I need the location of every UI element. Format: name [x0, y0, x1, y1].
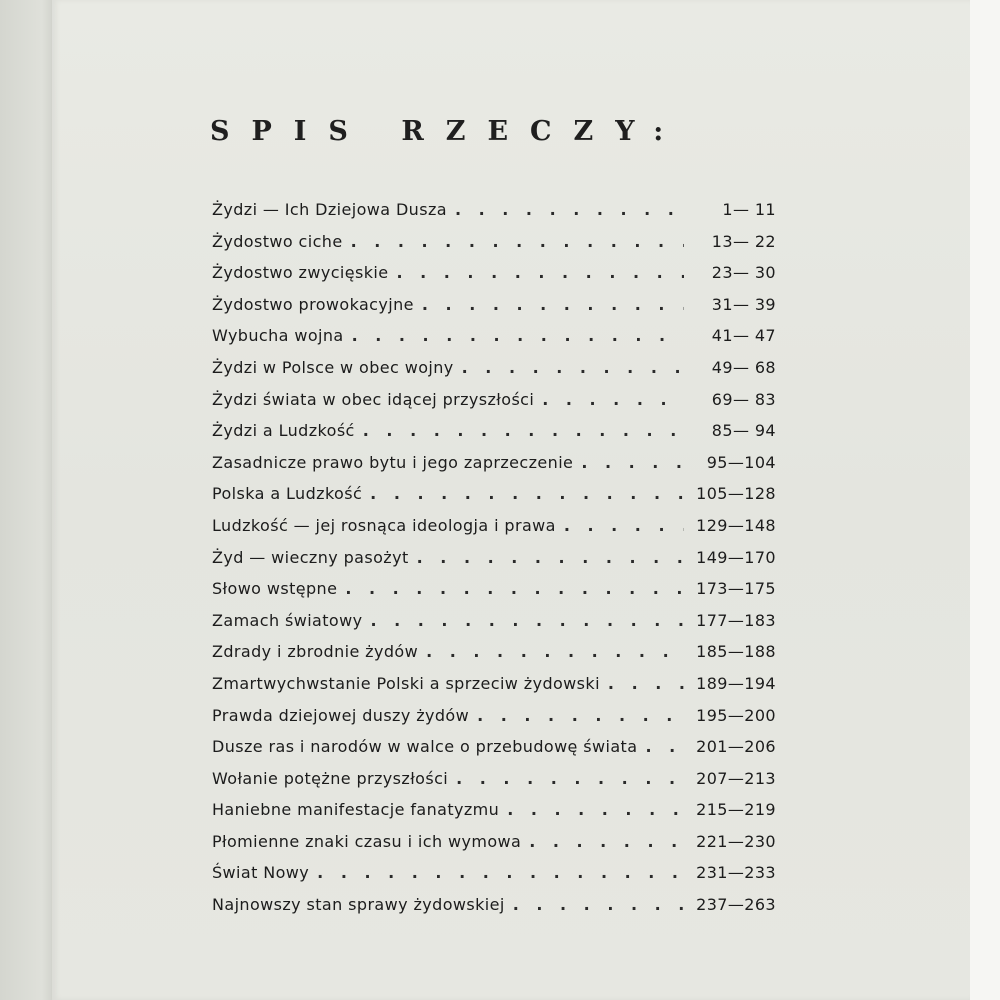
toc-entry-title: Zdrady i zbrodnie żydów	[212, 642, 419, 662]
dot-leader	[363, 415, 684, 447]
table-of-contents	[212, 194, 776, 921]
toc-entry-pages: 149—170	[696, 547, 776, 567]
toc-entry	[212, 700, 776, 732]
toc-entry-title: Dusze ras i narodów w walce o przebudowę świata	[212, 737, 638, 757]
dot-leader	[462, 352, 684, 384]
dot-leader	[351, 226, 684, 258]
toc-entry	[212, 384, 776, 416]
toc-entry-pages: 69— 83	[711, 389, 776, 409]
toc-entry	[212, 542, 776, 574]
dot-leader	[426, 636, 684, 668]
toc-entry-pages: 195—200	[696, 705, 776, 725]
dot-leader	[370, 605, 684, 637]
toc-entry-pages: 237—263	[696, 895, 776, 915]
toc-entry	[212, 510, 776, 542]
toc-entry-title: Ludzkość — jej rosnąca ideologja i prawa	[212, 515, 556, 535]
toc-entry-title: Zasadnicze prawo bytu i jego zaprzeczenie	[212, 452, 574, 472]
toc-entry	[212, 605, 776, 637]
dot-leader	[564, 510, 684, 542]
dot-leader	[456, 763, 684, 795]
dot-leader	[317, 857, 684, 889]
toc-entry-pages: 207—213	[696, 768, 776, 788]
toc-entry-pages: 231—233	[696, 863, 776, 883]
toc-entry	[212, 889, 776, 921]
toc-entry-pages: 173—175	[696, 579, 776, 599]
toc-entry-title: Zamach światowy	[212, 610, 363, 630]
toc-entry-pages: 95—104	[706, 452, 776, 472]
toc-entry-pages: 201—206	[696, 737, 776, 757]
dot-leader	[396, 257, 684, 289]
toc-entry-title: Żydzi świata w obec idącej przyszłości	[212, 389, 535, 409]
toc-entry	[212, 352, 776, 384]
toc-entry	[212, 763, 776, 795]
toc-entry	[212, 226, 776, 258]
toc-entry	[212, 194, 776, 226]
toc-entry-pages: 177—183	[696, 610, 776, 630]
dot-leader	[417, 542, 684, 574]
dot-leader	[455, 194, 684, 226]
toc-entry	[212, 415, 776, 447]
toc-entry	[212, 826, 776, 858]
toc-entry-pages: 85— 94	[711, 421, 776, 441]
dot-leader	[645, 731, 684, 763]
toc-entry-title: Wybucha wojna	[212, 326, 344, 346]
toc-entry-pages: 23— 30	[711, 263, 776, 283]
toc-entry-pages: 185—188	[696, 642, 776, 662]
toc-entry	[212, 668, 776, 700]
toc-entry-title: Zmartwychwstanie Polski a sprzeciw żydowski	[212, 673, 600, 693]
dot-leader	[513, 889, 684, 921]
toc-entry-title: Świat Nowy	[212, 863, 310, 883]
previous-page-edge	[0, 0, 60, 1000]
toc-entry-title: Słowo wstępne	[212, 579, 338, 599]
toc-entry-title: Najnowszy stan sprawy żydowskiej	[212, 895, 505, 915]
toc-entry-pages: 129—148	[696, 515, 776, 535]
toc-entry-title: Żydostwo prowokacyjne	[212, 294, 414, 314]
toc-entry-title: Żydzi — Ich Dziejowa Dusza	[212, 200, 447, 219]
toc-entry-pages: 31— 39	[711, 294, 776, 314]
toc-entry-title: Żyd — wieczny pasożyt	[212, 547, 409, 567]
toc-entry-pages: 49— 68	[711, 357, 776, 377]
toc-entry-title: Żydostwo ciche	[212, 231, 343, 251]
dot-leader	[345, 573, 684, 605]
toc-entry-title: Haniebne manifestacje fanatyzmu	[212, 800, 500, 820]
toc-entry-pages: 13— 22	[711, 231, 776, 251]
toc-entry-pages: 1— 11	[722, 200, 776, 219]
toc-entry-pages: 221—230	[696, 831, 776, 851]
dot-leader	[608, 668, 684, 700]
toc-entry	[212, 447, 776, 479]
toc-entry-pages: 215—219	[696, 800, 776, 820]
toc-entry	[212, 794, 776, 826]
toc-entry	[212, 289, 776, 321]
toc-entry-title: Żydzi w Polsce w obec wojny	[212, 357, 454, 377]
toc-entry-pages: 105—128	[696, 484, 776, 504]
toc-entry	[212, 857, 776, 889]
toc-entry-pages: 189—194	[696, 673, 776, 693]
toc-entry	[212, 257, 776, 289]
toc-entry	[212, 636, 776, 668]
toc-entry-title: Polska a Ludzkość	[212, 484, 363, 504]
toc-entry	[212, 731, 776, 763]
dot-leader	[477, 700, 684, 732]
toc-entry	[212, 573, 776, 605]
toc-entry	[212, 478, 776, 510]
dot-leader	[422, 289, 684, 321]
toc-entry-title: Prawda dziejowej duszy żydów	[212, 705, 470, 725]
page-edge-background	[970, 0, 1000, 1000]
toc-entry-title: Płomienne znaki czasu i ich wymowa	[212, 831, 522, 851]
toc-entry-title: Wołanie potężne przyszłości	[212, 768, 449, 788]
dot-leader	[507, 794, 684, 826]
toc-entry-pages: 41— 47	[711, 326, 776, 346]
dot-leader	[352, 320, 684, 352]
toc-entry-title: Żydostwo zwycięskie	[212, 263, 389, 283]
dot-leader	[581, 447, 684, 479]
page-heading: SPIS RZECZY:	[210, 116, 686, 147]
dot-leader	[370, 478, 684, 510]
toc-entry	[212, 320, 776, 352]
dot-leader	[542, 384, 684, 416]
toc-entry-title: Żydzi a Ludzkość	[212, 421, 355, 441]
dot-leader	[529, 826, 684, 858]
